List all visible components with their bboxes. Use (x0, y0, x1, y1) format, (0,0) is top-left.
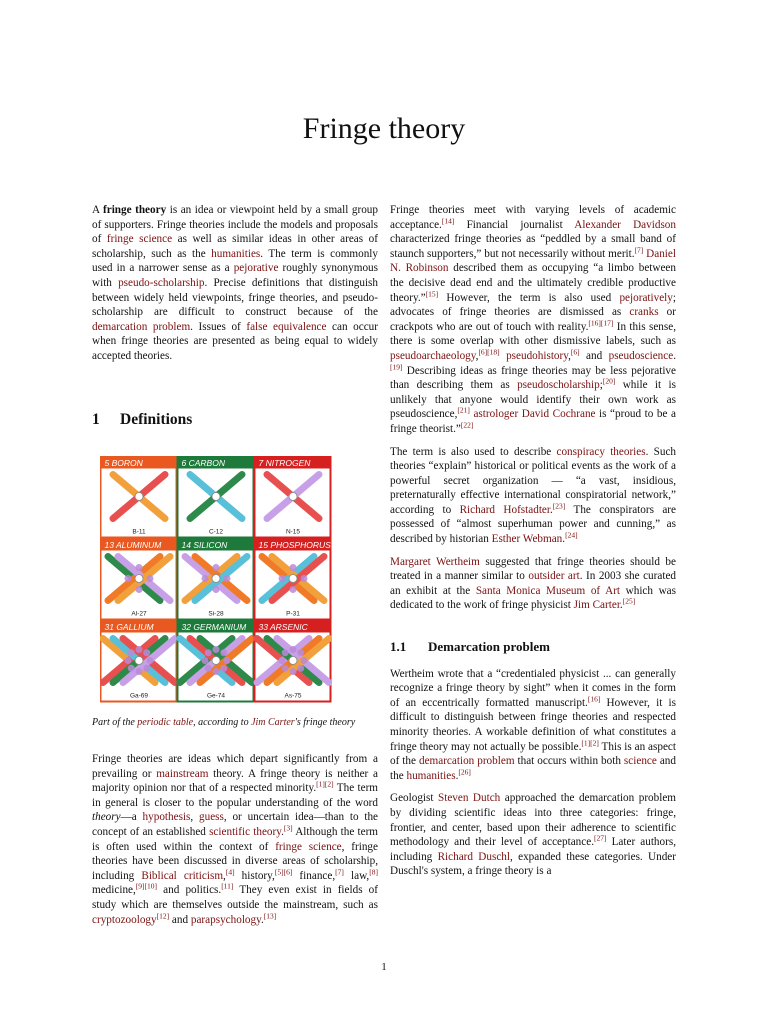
link-humanities[interactable]: humanities (211, 247, 261, 260)
link-daniel-robinson[interactable]: Daniel N. Robinson (390, 247, 676, 275)
isotope-label: Al-27 (131, 610, 147, 618)
nucleus (212, 657, 220, 665)
link-demarcation-problem-2[interactable]: demarcation problem (418, 755, 515, 768)
link-guess[interactable]: guess (199, 811, 224, 824)
nucleon (128, 665, 135, 672)
isotope-label: B-11 (132, 528, 146, 536)
nucleon (290, 646, 297, 653)
nucleon (202, 657, 209, 664)
bold-term: fringe theory (103, 204, 167, 216)
nucleon (282, 665, 289, 672)
element-label: 32 GERMANIUM (181, 622, 247, 632)
link-jim-carter-caption[interactable]: Jim Carter (251, 717, 295, 728)
nucleon (147, 575, 154, 582)
nucleon (279, 657, 286, 664)
link-scientific-theory[interactable]: scientific theory (209, 825, 282, 838)
link-alexander-davidson[interactable]: Alexander Davidson (574, 218, 676, 231)
nucleus (289, 657, 297, 665)
nucleon (213, 586, 220, 593)
nucleon (213, 668, 220, 675)
element-label: 33 ARSENIC (258, 622, 308, 632)
nucleon (290, 668, 297, 675)
link-parapsychology[interactable]: parapsychology (190, 913, 261, 926)
link-mainstream[interactable]: mainstream (156, 767, 209, 780)
element-label: 31 GALLIUM (104, 622, 154, 632)
nucleon (136, 668, 143, 675)
link-astrologer-david-cochrane[interactable]: astrologer David Cochrane (473, 408, 596, 421)
nucleon (297, 665, 304, 672)
nucleon (279, 575, 286, 582)
nucleus (135, 657, 143, 665)
nucleon (125, 657, 132, 664)
isotope-label: Ga-69 (129, 692, 149, 700)
link-pejorative[interactable]: pejorative (233, 262, 279, 275)
acceptance-paragraph: Fringe theories meet with varying levels of academic acceptance.[14] Financial journalist Alexander Davidson characterized fringe theories as “peddled by a small band of staunch supporters,” but not necessarily without merit.[7] Daniel N. Robinson described them as occupying “a limbo between the decisive dead end and the ultimately credible productive theory.”[15] However, the term is also used pejoratively; advocates of fringe theories are dismissed as cranks or crackpots who are out of touch with reality.[16][17] In this sense, there is some overlap with other dismissive labels, such as pseudoarchaeology,[6][18] pseudohistory,[6] and pseudoscience.[19] Describing ideas as fringe theories may be less pejorative than describing them as pseudoscholarship;[20] while it is unlikely that anyone would identify their own work as pseudoscience,[21] astrologer David Cochrane is “proud to be a fringe theorist.”[22] (390, 204, 677, 435)
link-pseudo-scholarship[interactable]: pseudo-scholarship (118, 276, 205, 289)
wertheim-paragraph: Margaret Wertheim suggested that fringe theories should be treated in a manner similar to outsider art. In 2003 she curated an exhibit at the Santa Monica Museum of Art which was dedicated to the work of fringe physicist Jim Carter.[25] (390, 555, 677, 612)
intro-paragraph: A fringe theory is an idea or viewpoint held by a small group of supporters. Fringe theories include the models and proposals of fringe science as well as similar ideas in other areas of scholarship, such as the humanities. The term is commonly used in a narrower sense as a pejorative roughly synonymous with pseudo-scholarship. Precise definitions that distinguish between widely held viewpoints, fringe theories, and pseudo-scholarship are difficult to construct because of the demarcation problem. Issues of false equivalence can occur when fringe theories are presented as being equal to widely accepted theories. (92, 204, 379, 362)
nucleon (143, 665, 150, 672)
section-heading-definitions: 1 Definitions (92, 411, 193, 428)
link-pseudoarchaeology[interactable]: pseudoarchaeology (390, 349, 476, 362)
link-fringe-science-2[interactable]: fringe science (275, 840, 342, 853)
link-jim-carter[interactable]: Jim Carter (573, 599, 620, 612)
demarcation-paragraph: Wertheim wrote that a “credentialed physicist ... can generally recognize a fringe theory by sight” when it comes in the form of an eccentrically formatted manuscript.[16] However, it is difficult to distinguish between fringe theories and respected minority theories. A workable definition of what constitutes a fringe theory may not actually be possible.[1][2] This is an aspect of the demarcation problem that occurs within both science and the humanities.[26] (390, 667, 676, 782)
isotope-label: As-75 (284, 692, 302, 700)
element-label: 6 CARBON (181, 458, 225, 468)
nucleon (205, 649, 212, 656)
link-pejoratively[interactable]: pejoratively (619, 291, 673, 304)
nucleon (125, 575, 132, 582)
dutch-paragraph: Geologist Steven Dutch approached the demarcation problem by dividing scientific ideas into three categories: fringe, frontier, and center, based upon their adherence to scientific methodology and their level of acceptance.[27] Later authors, including Richard Duschl, expanded these categories. Under Duschl's system, a fringe theory is a (390, 792, 677, 878)
isotope-label: C-12 (208, 528, 224, 536)
nucleon (213, 564, 220, 571)
right-column (390, 203, 676, 887)
link-cryptozoology[interactable]: cryptozoology (92, 913, 157, 926)
nucleon (297, 649, 304, 656)
link-esther-webman[interactable]: Esther Webman (491, 533, 563, 546)
nucleon (301, 575, 308, 582)
link-hypothesis[interactable]: hypothesis (142, 811, 191, 824)
link-humanities-2[interactable]: humanities (406, 769, 456, 782)
nucleon (136, 586, 143, 593)
element-label: 7 NITROGEN (258, 458, 311, 468)
nucleon (202, 575, 209, 582)
isotope-label: Ge-74 (206, 692, 226, 700)
nucleus (289, 493, 297, 501)
nucleus (289, 575, 297, 583)
isotope-label: P-31 (286, 610, 300, 618)
page-number: 1 (381, 961, 387, 973)
nucleon (224, 575, 231, 582)
nucleon (290, 586, 297, 593)
link-pseudoscholarship[interactable]: pseudoscholarship (517, 379, 600, 392)
nucleon (224, 657, 231, 664)
nucleon (143, 649, 150, 656)
nucleon (290, 564, 297, 571)
element-label: 14 SILICON (181, 540, 228, 550)
link-periodic-table[interactable]: periodic table (137, 717, 194, 728)
link-science[interactable]: science (623, 755, 657, 768)
nucleus (135, 493, 143, 501)
nucleon (213, 646, 220, 653)
nucleus (212, 493, 220, 501)
nucleus (135, 575, 143, 583)
nucleon (128, 649, 135, 656)
nucleon (136, 564, 143, 571)
page-title: Fringe theory (302, 112, 466, 145)
isotope-label: Si-28 (208, 610, 224, 618)
link-pseudoscience[interactable]: pseudoscience (608, 349, 674, 362)
link-richard-hofstadter[interactable]: Richard Hofstadter (459, 503, 550, 516)
element-label: 13 ALUMINUM (104, 540, 162, 550)
periodic-table-figure (100, 456, 332, 704)
nucleon (147, 657, 154, 664)
link-richard-duschl[interactable]: Richard Duschl (437, 850, 510, 863)
element-label: 15 PHOSPHORUS (258, 540, 331, 550)
nucleus (212, 575, 220, 583)
link-outsider-art[interactable]: outsider art (528, 570, 580, 583)
link-santa-monica-museum[interactable]: Santa Monica Museum of Art (475, 584, 621, 597)
element-label: 5 BORON (104, 458, 143, 468)
link-conspiracy-theories[interactable]: conspiracy theories (556, 445, 646, 458)
fringe-ideas-paragraph: Fringe theories are ideas which depart significantly from a prevailing or mainstream theory. A fringe theory is neither a majority opinion nor that of a respected minority.[1][2] The term in general is closer to the popular understanding of the word theory—a hypothesis, guess, or uncertain idea—than to the concept of an established scientific theory.[3] Although the term is often used within the context of fringe science, fringe theories have been discussed in diverse areas of scholarship, including Biblical criticism,[4] history,[5][6] finance,[7] law,[8] medicine,[9][10] and politics.[11] They even exist in fields of study which are themselves outside the mainstream, such as cryptozoology[12] and parapsychology.[13] (92, 753, 379, 926)
link-false-equivalence[interactable]: false equivalence (246, 320, 327, 333)
nucleon (220, 649, 227, 656)
conspiracy-paragraph: The term is also used to describe conspiracy theories. Such theories “explain” historical or political events as the work of a powerful secret organization — “a vast, insidious, preternaturally effective international conspiratorial network,” according to Richard Hofstadter.[23] The conspirators are possessed of “almost superhuman power and cunning,” as described by historian Esther Webman.[24] (390, 445, 677, 546)
link-margaret-wertheim[interactable]: Margaret Wertheim (390, 555, 480, 568)
isotope-label: N-15 (285, 528, 301, 536)
nucleon (282, 649, 289, 656)
nucleon (205, 665, 212, 672)
link-biblical-criticism[interactable]: Biblical criticism (141, 869, 224, 882)
section-heading-demarcation: 1.1 Demarcation problem (390, 639, 550, 655)
link-fringe-science[interactable]: fringe science (106, 233, 173, 246)
link-cranks[interactable]: cranks (629, 306, 659, 319)
link-demarcation-problem[interactable]: demarcation problem (92, 320, 191, 333)
figure-caption: Part of the periodic table, according to Jim Carter's fringe theory (92, 717, 356, 728)
link-pseudohistory[interactable]: pseudohistory (506, 349, 569, 362)
nucleon (220, 665, 227, 672)
nucleon (136, 646, 143, 653)
nucleon (301, 657, 308, 664)
link-steven-dutch[interactable]: Steven Dutch (438, 792, 501, 805)
